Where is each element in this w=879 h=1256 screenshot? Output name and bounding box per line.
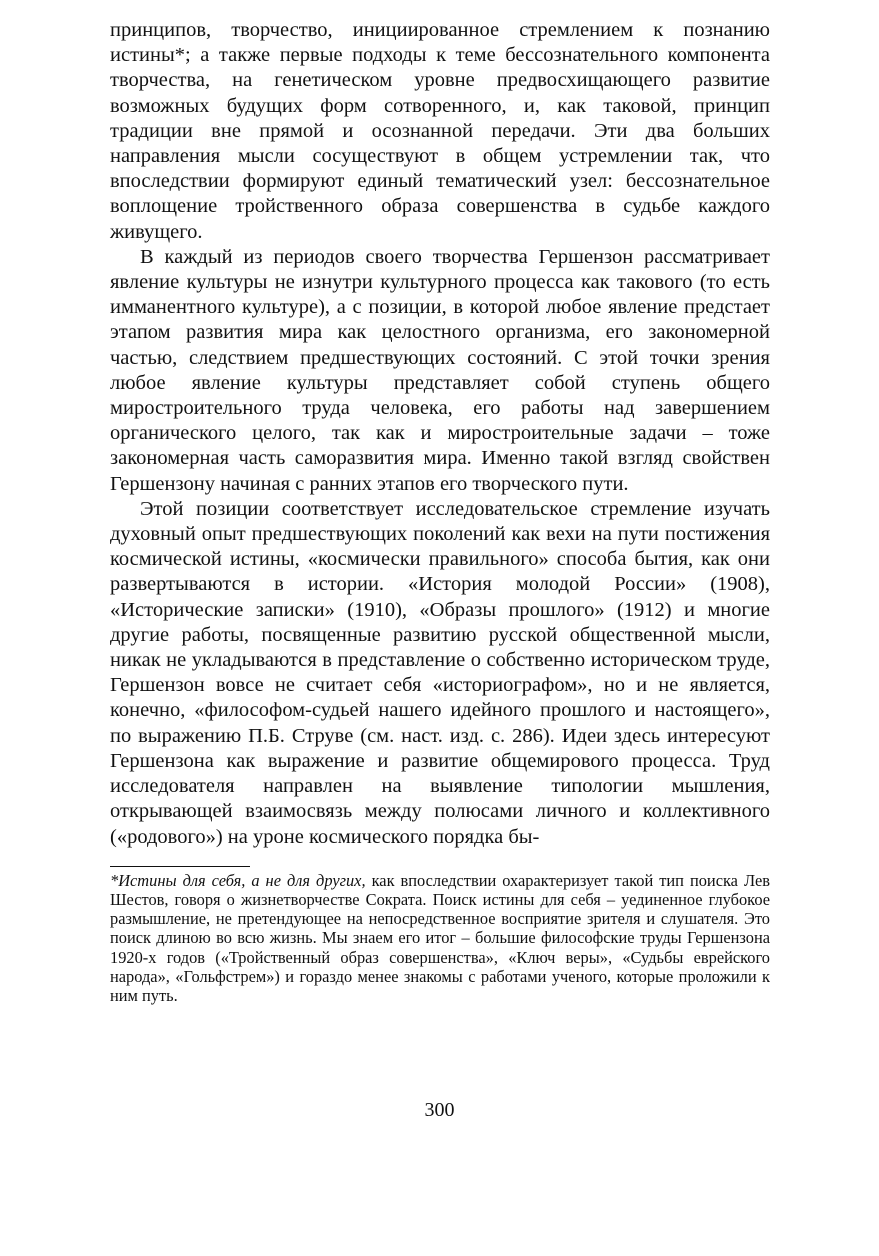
page-content: [110, 18, 770, 1005]
paragraph-1: принципов, творчество, инициированное стремлением к познанию истины*; а также первые подходы к теме бессознательного компонента творчества, на генетическом уровне предвосхищающего развитие возможных будущих форм сотворенного, и, как таковой, принцип традиции вне прямой и осознанной передачи. Эти два больших направления мысли сосуществуют в общем устремлении так, что впоследствии формируют единый тематический узел: бессознательное воплощение тройственного образа совершенства в судьбе каждого живущего.: [110, 19, 770, 243]
paragraph-3: Этой позиции соответствует исследовательское стремление изучать духовный опыт предшествующих поколений как вехи на пути постижения космической истины, «космически правильного» способа бытия, как они развертываются в истории. «История молодой России» (1908), «Исторические записки» (1910), «Образы прошлого» (1912) и многие другие работы, посвященные развитию русской общественной мысли, никак не укладываются в представление о собственно историческом труде, Гершензон вовсе не считает себя «историографом», но и не является, конечно, «философом-судьей нашего идейного прошлого и настоящего», по выражению П.Б. Струве (см. наст. изд. с. 286). Идеи здесь интересуют Гершензона как выражение и развитие общемирового процесса. Труд исследователя направлен на выявление типологии мышления, открывающей взаимосвязь между полюсами личного и коллективного («родового») на уроне космического порядка бы-: [110, 497, 770, 848]
page-number: 300: [424, 1099, 455, 1121]
main-text: [110, 18, 770, 850]
footnote-divider: [110, 866, 250, 867]
footnote: [110, 871, 770, 1005]
footnote-lead: *Истины для себя, а не для других,: [110, 870, 366, 890]
paragraph-2: В каждый из периодов своего творчества Гершензон рассматривает явление культуры не изнутри культурного процесса как такового (то есть имманентного культуре), а с позиции, в которой любое явление предстает этапом развития мира как целостного организма, его закономерной частью, следствием предшествующих состояний. С этой точки зрения любое явление культуры представляет собой ступень общего миростроительного труда человека, его работы над завершением органического целого, так как и миростроительные задачи – тоже закономерная часть саморазвития мира. Именно такой взгляд свойствен Гершензону начиная с ранних этапов его творческого пути.: [110, 245, 770, 495]
footnote-text: как впоследствии охарактеризует такой тип поиска Лев Шестов, говоря о жизнетворчестве Сократа. Поиск истины для себя – уединенное глубокое размышление, не претендующее на непосредственное восприятие зрителя и слушателя. Это поиск длиною во всю жизнь. Мы знаем его итог – большие философские труды Гершензона 1920-х годов («Тройственный образ совершенства», «Ключ веры», «Судьбы еврейского народа», «Гольфстрем») и гораздо менее знакомы с работами ученого, которые проложили к ним путь.: [110, 870, 770, 1005]
